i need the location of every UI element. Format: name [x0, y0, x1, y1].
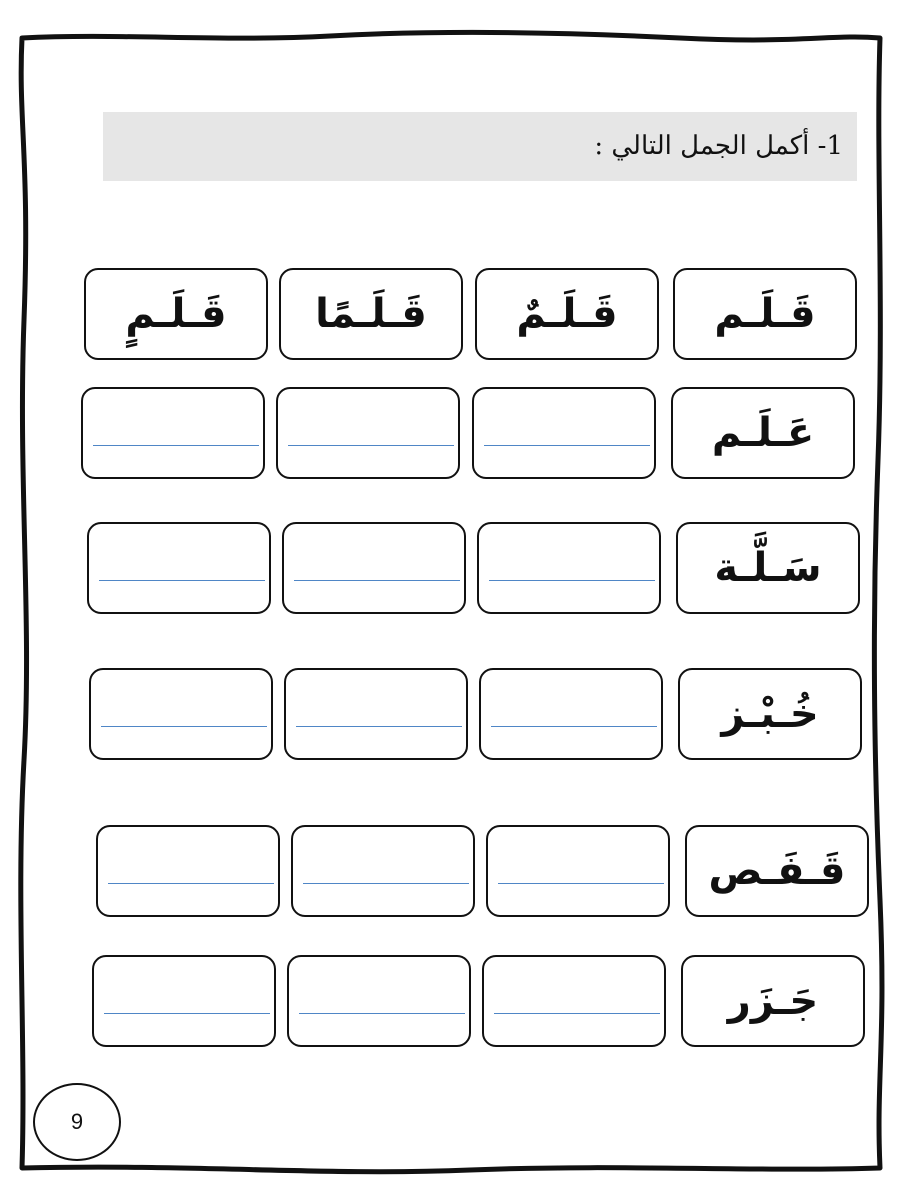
row-1-blank-2[interactable] — [276, 387, 460, 479]
page-number: 9 — [33, 1083, 121, 1161]
writing-line — [299, 1013, 465, 1014]
row-3-word: خُـبْـز — [678, 668, 862, 760]
writing-line — [288, 445, 454, 446]
writing-line — [494, 1013, 660, 1014]
writing-line — [303, 883, 469, 884]
writing-line — [99, 580, 265, 581]
row-5-blank-3[interactable] — [92, 955, 276, 1047]
row-2-blank-3[interactable] — [87, 522, 271, 614]
instruction-bar — [103, 112, 857, 181]
example-word-2: قَـلَـمٌ — [475, 268, 659, 360]
row-1-blank-3[interactable] — [81, 387, 265, 479]
writing-line — [104, 1013, 270, 1014]
row-4-blank-1[interactable] — [486, 825, 670, 917]
row-3-blank-1[interactable] — [479, 668, 663, 760]
writing-line — [489, 580, 655, 581]
row-1-blank-1[interactable] — [472, 387, 656, 479]
row-2-word: سَـلَّـة — [676, 522, 860, 614]
row-1-word: عَـلَـم — [671, 387, 855, 479]
writing-line — [484, 445, 650, 446]
row-5-word: جَـزَر — [681, 955, 865, 1047]
writing-line — [93, 445, 259, 446]
row-5-blank-2[interactable] — [287, 955, 471, 1047]
example-word-3: قَـلَـمًا — [279, 268, 463, 360]
example-word-4: قَـلَـمٍ — [84, 268, 268, 360]
example-word-1: قَـلَـم — [673, 268, 857, 360]
row-2-blank-2[interactable] — [282, 522, 466, 614]
writing-line — [108, 883, 274, 884]
row-3-blank-3[interactable] — [89, 668, 273, 760]
row-4-blank-3[interactable] — [96, 825, 280, 917]
row-2-blank-1[interactable] — [477, 522, 661, 614]
instruction-text: 1- أكمل الجمل التالي : — [594, 131, 843, 161]
writing-line — [294, 580, 460, 581]
row-4-word: قَـفَـص — [685, 825, 869, 917]
writing-line — [101, 726, 267, 727]
writing-line — [491, 726, 657, 727]
writing-line — [296, 726, 462, 727]
row-3-blank-2[interactable] — [284, 668, 468, 760]
row-4-blank-2[interactable] — [291, 825, 475, 917]
writing-line — [498, 883, 664, 884]
row-5-blank-1[interactable] — [482, 955, 666, 1047]
